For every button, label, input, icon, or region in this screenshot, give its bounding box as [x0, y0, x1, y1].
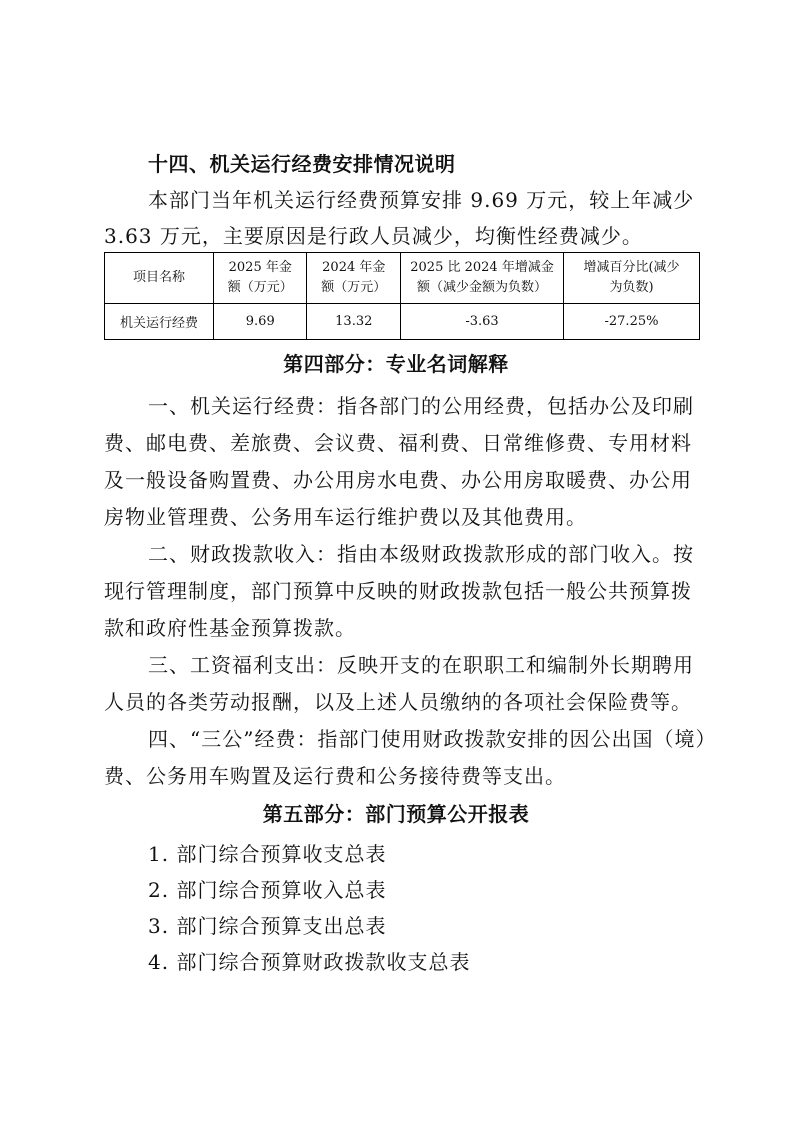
paragraph-line: 款和政府性基金预算拨款。: [104, 616, 356, 640]
paragraph-line: 三、工资福利支出：反映开支的在职职工和编制外长期聘用: [148, 653, 694, 677]
list-item: 1. 部门综合预算收支总表: [148, 842, 387, 866]
paragraph-line: 人员的各类劳动报酬，以及上述人员缴纳的各项社会保险费等。: [104, 690, 692, 714]
paragraph-line: 一、机关运行经费：指各部门的公用经费，包括办公及印刷: [148, 394, 694, 418]
column-header: [563, 253, 699, 304]
table-cell: -3.63: [401, 304, 564, 340]
table-row: [105, 304, 700, 340]
paragraph-line: 现行管理制度，部门预算中反映的财政拨款包括一般公共预算拨: [104, 579, 692, 603]
header-text: 增减百分比(减少: [583, 260, 680, 275]
header-text: 额（万元）: [321, 280, 387, 295]
header-text: 为负数): [609, 280, 654, 295]
table-cell: 13.32: [307, 304, 401, 340]
list-item: 3. 部门综合预算支出总表: [148, 914, 387, 938]
section-heading: 十四、机关运行经费安排情况说明: [148, 152, 456, 176]
header-text: 2025 比 2024 年增减金: [410, 260, 554, 275]
paragraph-line: 二、财政拨款收入：指由本级财政拨款形成的部门收入。按: [148, 542, 694, 566]
operating-expense-table: [104, 252, 700, 340]
paragraph-line: 四、“三公”经费：指部门使用财政拨款安排的因公出国（境）: [148, 727, 717, 751]
paragraph-line: 费、公务用车购置及运行费和公务接待费等支出。: [104, 764, 566, 788]
paragraph-line: 费、邮电费、差旅费、会议费、福利费、日常维修费、专用材料: [104, 431, 692, 455]
header-text: 项目名称: [133, 270, 186, 285]
table-cell: -27.25%: [563, 304, 699, 340]
paragraph-line: 3.63 万元，主要原因是行政人员减少，均衡性经费减少。: [104, 224, 643, 248]
header-text: 2024 年金: [322, 260, 386, 275]
part-title: 第五部分：部门预算公开报表: [262, 802, 530, 826]
paragraph-line: 本部门当年机关运行经费预算安排 9.69 万元，较上年减少: [148, 188, 695, 212]
header-text: 2025 年金: [228, 260, 292, 275]
part-title: 第四部分：专业名词解释: [283, 352, 509, 376]
header-text: 额（减少金额为负数）: [417, 280, 548, 295]
header-text: 额（万元）: [227, 280, 293, 295]
list-item: 4. 部门综合预算财政拨款收支总表: [148, 950, 471, 974]
column-header: [105, 253, 214, 304]
column-header: [214, 253, 307, 304]
table-header-row: [105, 253, 700, 304]
list-item: 2. 部门综合预算收入总表: [148, 878, 387, 902]
table-cell: 机关运行经费: [105, 304, 214, 340]
table-cell: 9.69: [214, 304, 307, 340]
column-header: [307, 253, 401, 304]
paragraph-line: 及一般设备购置费、办公用房水电费、办公用房取暖费、办公用: [104, 468, 692, 492]
column-header: [401, 253, 564, 304]
paragraph-line: 房物业管理费、公务用车运行维护费以及其他费用。: [104, 505, 587, 529]
